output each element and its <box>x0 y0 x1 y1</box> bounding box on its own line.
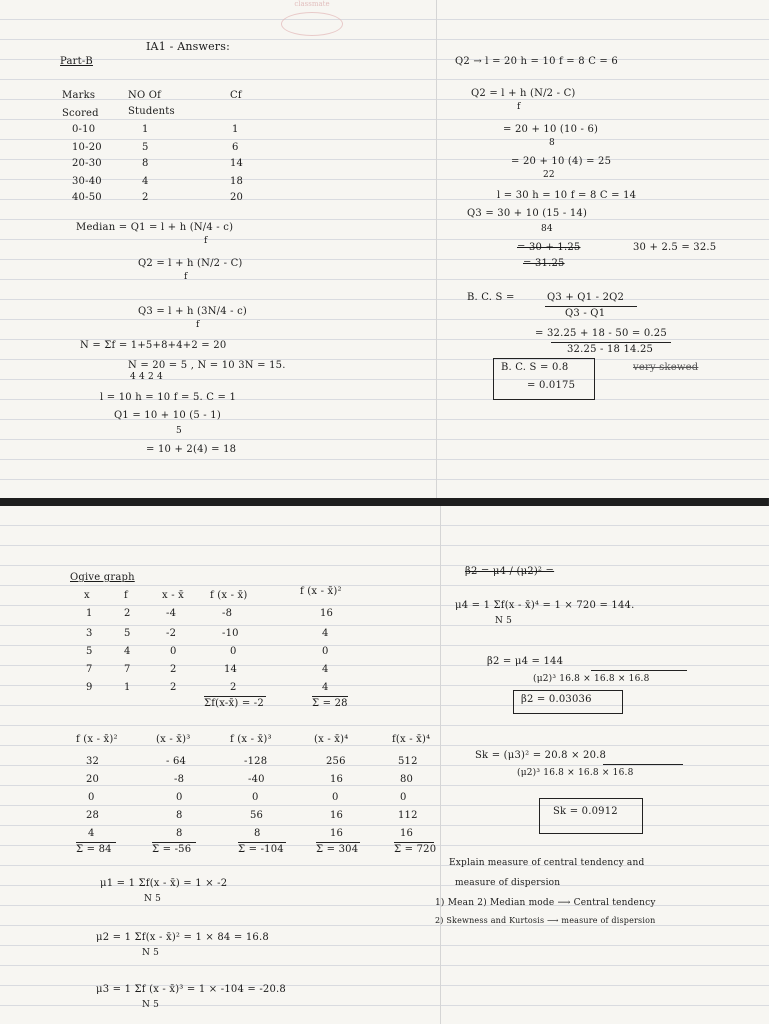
ogive-cell: -8 <box>222 608 233 619</box>
fraction-bar <box>603 764 683 765</box>
table-cell: 30-40 <box>72 176 102 187</box>
table-cell: 5 <box>142 142 149 153</box>
ogive-cell: 7 <box>86 664 93 675</box>
ogive-header-fdev2: f (x - x̄)² <box>300 586 342 597</box>
bcs-denominator: Q3 - Q1 <box>565 308 606 319</box>
fraction-bar <box>551 342 671 343</box>
table-cell: 40-50 <box>72 192 102 203</box>
mu2-formula: μ2 = 1 Σf(x - x̄)² = 1 × 84 = 16.8 <box>96 932 269 943</box>
q3-strike: = 31.25 <box>523 258 565 269</box>
ogive2-sum: Σ = 84 <box>76 844 112 855</box>
page-part-b <box>0 0 436 498</box>
ogive2-header: (x - x̄)³ <box>156 734 191 745</box>
table-cell: 4 <box>142 176 149 187</box>
table-cell: 18 <box>230 176 244 187</box>
bcs-numerator: Q3 + Q1 - 2Q2 <box>547 292 625 303</box>
q2-step2-sub: 22 <box>543 170 555 180</box>
q3-formula-right: Q3 = 30 + 10 (15 - 14) <box>467 208 588 219</box>
ogive-cell: 0 <box>170 646 177 657</box>
ogive-cell: 2 <box>230 682 237 693</box>
ogive2-cell: 16 <box>330 810 344 821</box>
q3-step: = 30 + 1.25 <box>517 242 581 253</box>
ogive-sum-1: Σf(x-x̄) = -2 <box>204 698 264 709</box>
notebook-logo <box>267 0 357 38</box>
ogive2-cell: 16 <box>400 828 414 839</box>
ogive2-cell: 0 <box>400 792 407 803</box>
table-cell: 20-30 <box>72 158 102 169</box>
ogive-cell: -4 <box>166 608 177 619</box>
q3-formula-sub: f <box>196 320 200 330</box>
ogive2-header: f (x - x̄)³ <box>230 734 272 745</box>
ogive2-cell: 8 <box>176 810 183 821</box>
table-cell: 2 <box>142 192 149 203</box>
ogive2-sum: Σ = 304 <box>316 844 359 855</box>
ogive2-sum: Σ = -104 <box>238 844 284 855</box>
beta2-formula-sub: (μ2)³ 16.8 × 16.8 × 16.8 <box>533 674 650 684</box>
ogive2-cell: -128 <box>244 756 268 767</box>
mu3-formula: μ3 = 1 Σf (x - x̄)³ = 1 × -104 = -20.8 <box>96 984 286 995</box>
ogive2-sum: Σ = -56 <box>152 844 192 855</box>
ogive-cell: 4 <box>124 646 131 657</box>
header-marks: Marks <box>62 90 96 101</box>
table-cell: 0-10 <box>72 124 96 135</box>
sk-answer: Sk = 0.0912 <box>553 806 618 817</box>
explain-line-2: measure of dispersion <box>455 878 561 888</box>
header-scored: Scored <box>62 108 99 119</box>
bcs-note: very skewed <box>633 362 699 373</box>
median-formula: Median = Q1 = l + h (N/4 - c) <box>76 222 234 233</box>
logo-brand: classmate <box>294 0 330 8</box>
mu4-formula: μ4 = 1 Σf(x - x̄)⁴ = 1 × 720 = 144. <box>455 600 635 611</box>
n-sum: N = Σf = 1+5+8+4+2 = 20 <box>80 340 227 351</box>
sum-bar <box>152 842 196 843</box>
table-cell: 6 <box>232 142 239 153</box>
ogive-cell: 0 <box>230 646 237 657</box>
mu1-formula-sub: N 5 <box>144 894 162 904</box>
sum-bar <box>312 696 348 697</box>
ogive2-header: (x - x̄)⁴ <box>314 734 349 745</box>
ogive-cell: 1 <box>124 682 131 693</box>
ogive-cell: 2 <box>170 682 177 693</box>
ogive-cell: 7 <box>124 664 131 675</box>
mu1-formula: μ1 = 1 Σf(x - x̄) = 1 × -2 <box>100 878 228 889</box>
q2-step1: = 20 + 10 (10 - 6) <box>503 124 599 135</box>
table-cell: 1 <box>232 124 239 135</box>
bcs-answer-2: = 0.0175 <box>527 380 576 391</box>
ogive-header-fdev: f (x - x̄) <box>210 590 248 601</box>
ogive2-cell: 32 <box>86 756 100 767</box>
ogive-cell: -10 <box>222 628 239 639</box>
ogive2-cell: 28 <box>86 810 100 821</box>
q2-formula-right: Q2 = l + h (N/2 - C) <box>471 88 576 99</box>
ogive-cell: 3 <box>86 628 93 639</box>
ogive-cell: 16 <box>320 608 334 619</box>
ogive-header-x: x <box>84 590 90 601</box>
ogive2-cell: 8 <box>254 828 261 839</box>
ogive-header-dev: x - x̄ <box>162 590 185 601</box>
header-students: Students <box>128 106 175 117</box>
ogive2-cell: 4 <box>88 828 95 839</box>
table-cell: 10-20 <box>72 142 102 153</box>
mu2-formula-sub: N 5 <box>142 948 160 958</box>
ogive2-cell: -8 <box>174 774 185 785</box>
ogive2-header: f(x - x̄)⁴ <box>392 734 431 745</box>
ogive-cell: 4 <box>322 628 329 639</box>
ogive2-cell: 112 <box>398 810 418 821</box>
ogive-cell: 14 <box>224 664 238 675</box>
header-no-of: NO Of <box>128 90 162 101</box>
q3-params-right: l = 30 h = 10 f = 8 C = 14 <box>497 190 637 201</box>
q2-formula-sub: f <box>184 272 188 282</box>
n-ratios: N = 20 = 5 , N = 10 3N = 15. <box>128 360 286 371</box>
ogive-cell: 2 <box>124 608 131 619</box>
mu4-formula-sub: N 5 <box>495 616 513 626</box>
bcs-step: = 32.25 + 18 - 50 = 0.25 <box>535 328 667 339</box>
beta2-formula: β2 = μ4 = 144 <box>487 656 564 667</box>
ogive2-header: f (x - x̄)² <box>76 734 118 745</box>
ogive2-cell: 0 <box>332 792 339 803</box>
table-cell: 14 <box>230 158 244 169</box>
q2-params: Q2 → l = 20 h = 10 f = 8 C = 6 <box>455 56 618 67</box>
ogive-cell: 2 <box>170 664 177 675</box>
sum-bar <box>238 842 286 843</box>
ogive-cell: -2 <box>166 628 177 639</box>
bcs-answer-1: B. C. S = 0.8 <box>501 362 569 373</box>
n-ratios-sub: 4 4 2 4 <box>130 372 163 382</box>
page-quartiles <box>294 0 769 498</box>
ogive2-cell: 512 <box>398 756 418 767</box>
q3-formula-right-sub: 84 <box>541 224 553 234</box>
ogive2-cell: 16 <box>330 774 344 785</box>
q2-step1-sub: 8 <box>549 138 555 148</box>
ogive2-cell: - 64 <box>166 756 187 767</box>
q3-step-alt: 30 + 2.5 = 32.5 <box>633 242 717 253</box>
beta-heading: β2 = μ4 / (μ2)² = <box>465 566 555 577</box>
ogive2-cell: 0 <box>176 792 183 803</box>
ogive2-cell: 16 <box>330 828 344 839</box>
q3-formula: Q3 = l + h (3N/4 - c) <box>138 306 248 317</box>
ogive2-cell: -40 <box>248 774 265 785</box>
q2-step2: = 20 + 10 (4) = 25 <box>511 156 612 167</box>
ogive-sum-2: Σ = 28 <box>312 698 348 709</box>
sum-bar <box>76 842 116 843</box>
ogive-cell: 4 <box>322 682 329 693</box>
beta2-answer: β2 = 0.03036 <box>521 694 592 705</box>
ogive-cell: 0 <box>322 646 329 657</box>
q1-result: = 10 + 2(4) = 18 <box>146 444 237 455</box>
ogive-cell: 5 <box>86 646 93 657</box>
ogive-header-f: f <box>124 590 128 601</box>
page-moments <box>435 506 769 1024</box>
table-cell: 8 <box>142 158 149 169</box>
page-title: IA1 - Answers: <box>146 40 231 53</box>
q1-step-sub: 5 <box>176 426 182 436</box>
mu3-formula-sub: N 5 <box>142 1000 160 1010</box>
sk-formula-sub: (μ2)³ 16.8 × 16.8 × 16.8 <box>517 768 634 778</box>
logo-oval <box>281 12 343 36</box>
q1-params: l = 10 h = 10 f = 5. C = 1 <box>100 392 237 403</box>
sum-bar <box>204 696 266 697</box>
explain-item-2: 2) Skewness and Kurtosis ⟶ measure of dispersion <box>435 916 656 925</box>
ogive2-cell: 0 <box>88 792 95 803</box>
ogive2-cell: 0 <box>252 792 259 803</box>
ogive-cell: 1 <box>86 608 93 619</box>
ogive2-cell: 256 <box>326 756 346 767</box>
sum-bar <box>394 842 434 843</box>
ogive-cell: 9 <box>86 682 93 693</box>
ogive-cell: 5 <box>124 628 131 639</box>
ogive-title: Ogive graph <box>70 572 135 583</box>
photo-divider <box>0 498 768 506</box>
page-ogive <box>0 506 440 1024</box>
fraction-bar <box>545 306 637 307</box>
q1-step: Q1 = 10 + 10 (5 - 1) <box>114 410 221 421</box>
ogive-cell: 4 <box>322 664 329 675</box>
explain-item-1: 1) Mean 2) Median mode ⟶ Central tendency <box>435 898 656 908</box>
explain-line-1: Explain measure of central tendency and <box>449 858 645 868</box>
fraction-bar <box>591 670 687 671</box>
bcs-step-den: 32.25 - 18 14.25 <box>567 344 654 355</box>
q2-formula: Q2 = l + h (N/2 - C) <box>138 258 243 269</box>
header-cf: Cf <box>230 90 242 101</box>
sum-bar <box>316 842 360 843</box>
part-label: Part-B <box>60 56 93 67</box>
sk-formula: Sk = (μ3)² = 20.8 × 20.8 <box>475 750 607 761</box>
ogive2-cell: 56 <box>250 810 264 821</box>
ogive2-sum: Σ = 720 <box>394 844 437 855</box>
ogive2-cell: 20 <box>86 774 100 785</box>
median-formula-sub: f <box>204 236 208 246</box>
ogive2-cell: 8 <box>176 828 183 839</box>
bcs-label: B. C. S = <box>467 292 515 303</box>
table-cell: 20 <box>230 192 244 203</box>
ogive2-cell: 80 <box>400 774 414 785</box>
table-cell: 1 <box>142 124 149 135</box>
q2-formula-right-sub: f <box>517 102 521 112</box>
